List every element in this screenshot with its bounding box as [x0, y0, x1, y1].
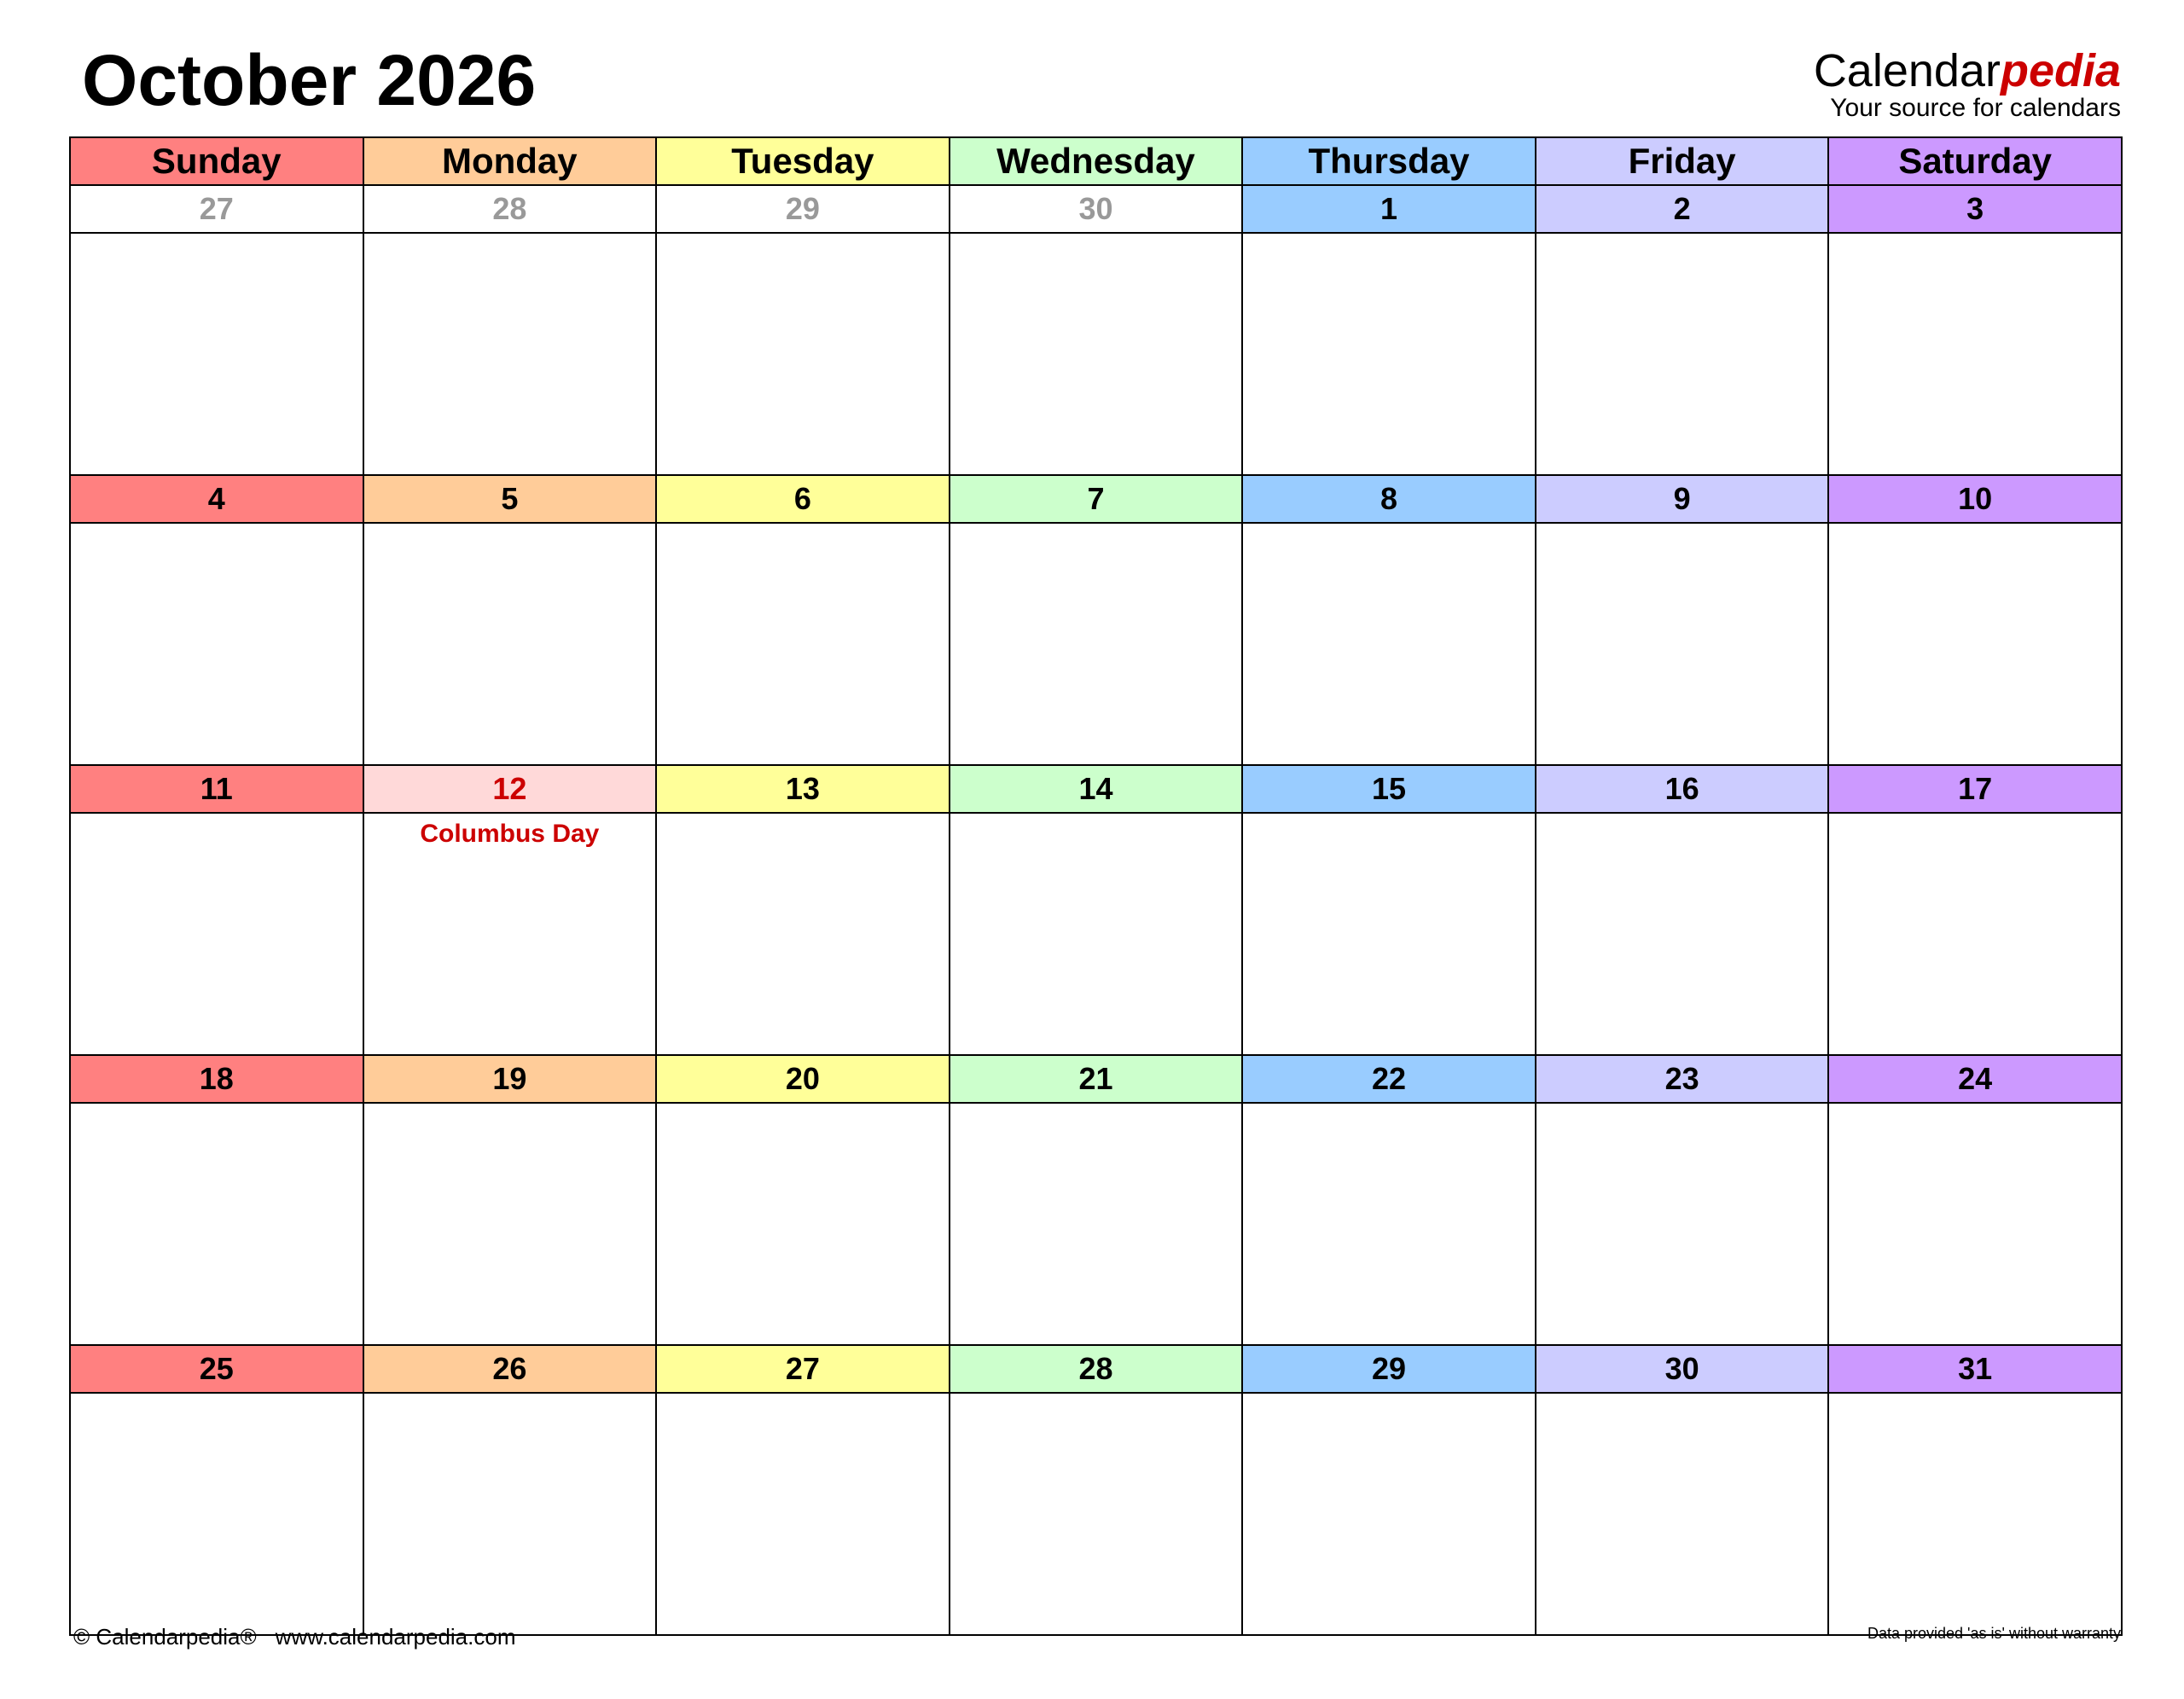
date-number: 17	[1828, 765, 2122, 813]
date-number: 11	[70, 765, 363, 813]
date-number: 27	[656, 1345, 950, 1393]
day-cell[interactable]	[1536, 1103, 1829, 1345]
logo-name-accent: pedia	[2000, 45, 2121, 96]
date-number: 10	[1828, 475, 2122, 523]
weekday-header-saturday: Saturday	[1828, 137, 2122, 185]
day-cell[interactable]	[1828, 1103, 2122, 1345]
day-cell[interactable]	[1828, 1393, 2122, 1635]
day-cell[interactable]	[363, 233, 657, 475]
day-cell[interactable]	[1828, 813, 2122, 1055]
date-number: 18	[70, 1055, 363, 1103]
date-number: 6	[656, 475, 950, 523]
calendarpedia-logo[interactable]	[1814, 46, 2121, 121]
date-number: 15	[1242, 765, 1536, 813]
day-cell[interactable]	[656, 813, 950, 1055]
day-cell[interactable]	[363, 813, 657, 1055]
date-number: 28	[950, 1345, 1243, 1393]
weekday-header-tuesday: Tuesday	[656, 137, 950, 185]
day-cell[interactable]	[70, 523, 363, 765]
date-number: 14	[950, 765, 1243, 813]
day-cell[interactable]	[1242, 813, 1536, 1055]
footer-credits	[73, 1624, 515, 1650]
day-cell[interactable]	[656, 233, 950, 475]
date-number: 2	[1536, 185, 1829, 233]
day-cell[interactable]	[1536, 233, 1829, 475]
week-date-row	[70, 765, 2122, 813]
day-cell[interactable]	[1828, 523, 2122, 765]
date-number: 1	[1242, 185, 1536, 233]
date-number: 29	[1242, 1345, 1536, 1393]
weekday-header-sunday: Sunday	[70, 137, 363, 185]
day-cell[interactable]	[1242, 523, 1536, 765]
day-cell[interactable]	[1536, 523, 1829, 765]
week-body-row	[70, 233, 2122, 475]
day-cell[interactable]	[70, 1393, 363, 1635]
weekday-header-wednesday: Wednesday	[950, 137, 1243, 185]
footer-copyright: © Calendarpedia®	[73, 1624, 257, 1650]
date-number: 20	[656, 1055, 950, 1103]
day-cell[interactable]	[656, 1103, 950, 1345]
calendar-grid	[69, 136, 2123, 1636]
day-cell[interactable]	[70, 233, 363, 475]
weekday-header-row	[70, 137, 2122, 185]
holiday-label: Columbus Day	[420, 820, 600, 848]
weekday-header-friday: Friday	[1536, 137, 1829, 185]
date-number: 8	[1242, 475, 1536, 523]
logo-name: Calendar	[1813, 45, 2001, 96]
date-number: 3	[1828, 185, 2122, 233]
weekday-header-monday: Monday	[363, 137, 657, 185]
day-cell[interactable]	[950, 813, 1243, 1055]
day-cell[interactable]	[363, 1393, 657, 1635]
page-title: October 2026	[82, 40, 537, 120]
date-number: 30	[950, 185, 1243, 233]
day-cell[interactable]	[70, 1103, 363, 1345]
day-cell[interactable]	[656, 1393, 950, 1635]
week-date-row	[70, 1345, 2122, 1393]
week-body-row	[70, 813, 2122, 1055]
date-number: 25	[70, 1345, 363, 1393]
date-number: 24	[1828, 1055, 2122, 1103]
date-number: 5	[363, 475, 657, 523]
week-body-row	[70, 1393, 2122, 1635]
week-body-row	[70, 1103, 2122, 1345]
logo-tagline: Your source for calendars	[1830, 94, 2121, 122]
day-cell[interactable]	[1242, 1103, 1536, 1345]
day-cell[interactable]	[1536, 1393, 1829, 1635]
calendar-body	[70, 185, 2122, 1635]
day-cell[interactable]	[950, 1103, 1243, 1345]
day-cell[interactable]	[363, 523, 657, 765]
day-cell[interactable]	[950, 1393, 1243, 1635]
date-number: 13	[656, 765, 950, 813]
day-cell[interactable]	[70, 813, 363, 1055]
date-number: 23	[1536, 1055, 1829, 1103]
date-number: 26	[363, 1345, 657, 1393]
day-cell[interactable]	[656, 523, 950, 765]
day-cell[interactable]	[950, 523, 1243, 765]
week-date-row	[70, 475, 2122, 523]
week-date-row	[70, 1055, 2122, 1103]
date-number: 28	[363, 185, 657, 233]
date-number: 29	[656, 185, 950, 233]
day-cell[interactable]	[1242, 233, 1536, 475]
week-date-row	[70, 185, 2122, 233]
date-number: 27	[70, 185, 363, 233]
date-number: 4	[70, 475, 363, 523]
date-number: 12	[363, 765, 657, 813]
week-body-row	[70, 523, 2122, 765]
day-cell[interactable]	[1536, 813, 1829, 1055]
date-number: 19	[363, 1055, 657, 1103]
date-number: 21	[950, 1055, 1243, 1103]
footer-website-link[interactable]: www.calendarpedia.com	[275, 1624, 516, 1650]
day-cell[interactable]	[1242, 1393, 1536, 1635]
footer-disclaimer: Data provided 'as is' without warranty	[1867, 1625, 2121, 1642]
day-cell[interactable]	[363, 1103, 657, 1345]
date-number: 9	[1536, 475, 1829, 523]
day-cell[interactable]	[950, 233, 1243, 475]
date-number: 31	[1828, 1345, 2122, 1393]
date-number: 7	[950, 475, 1243, 523]
date-number: 22	[1242, 1055, 1536, 1103]
date-number: 30	[1536, 1345, 1829, 1393]
date-number: 16	[1536, 765, 1829, 813]
day-cell[interactable]	[1828, 233, 2122, 475]
weekday-header-thursday: Thursday	[1242, 137, 1536, 185]
